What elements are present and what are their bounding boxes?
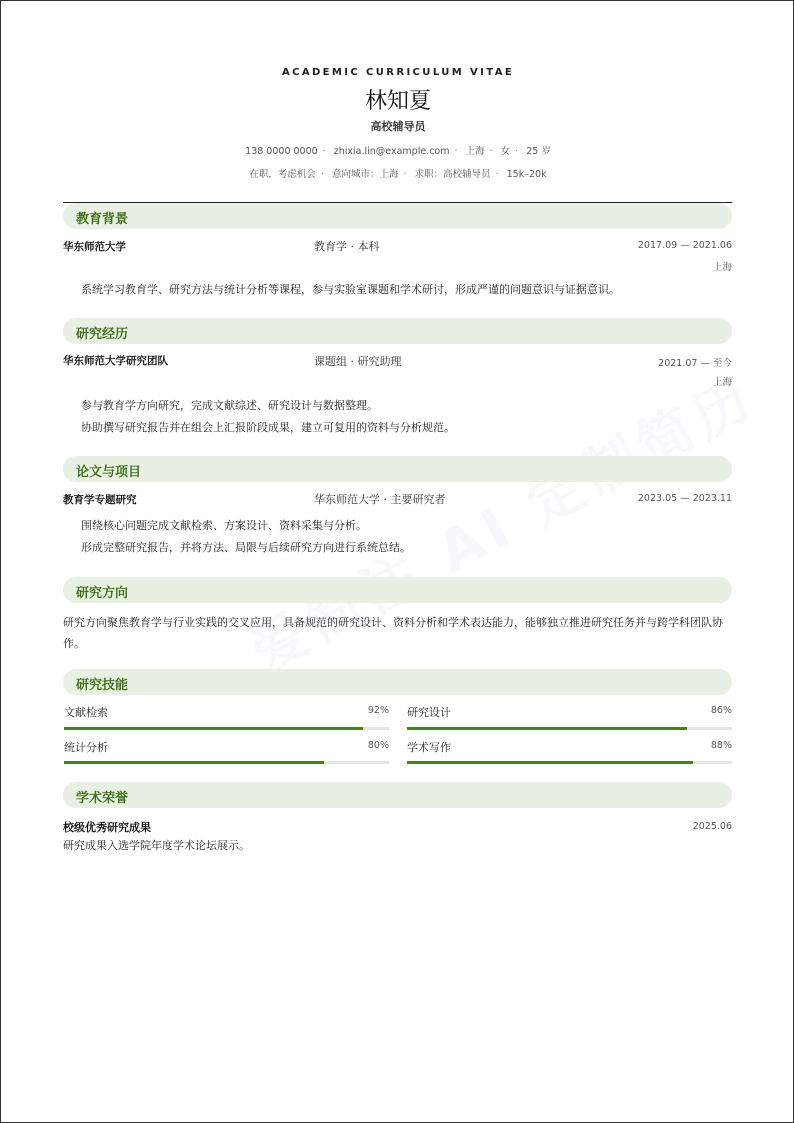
email: zhixia.lin@example.com (333, 146, 450, 157)
section-title: 教育背景 (76, 212, 129, 227)
honor-desc: 研究成果入选学院年度学术论坛展示。 (63, 839, 250, 852)
paper-desc-1: 围绕核心问题完成文献检索、方案设计、资料采集与分析。 (81, 519, 367, 532)
section-direction (63, 577, 732, 603)
job-status: 在职，考虑机会 (249, 169, 316, 180)
skill-percent: 92% (367, 705, 389, 716)
section-title: 研究技能 (76, 678, 129, 693)
research-org: 华东师范大学研究团队 (63, 355, 168, 367)
paper-role: 华东师范大学 · 主要研究者 (314, 493, 446, 506)
paper-title: 教育学专题研究 (63, 494, 137, 506)
section-title: 论文与项目 (76, 465, 142, 480)
skill-bar (407, 761, 732, 764)
skill-label: 统计分析 (64, 741, 108, 754)
skill-bar-fill (407, 727, 687, 730)
skill-bar-fill (407, 761, 693, 764)
education-school: 华东师范大学 (63, 241, 126, 253)
target-city: 意向城市：上海 (331, 169, 399, 180)
research-role: 课题组 · 研究助理 (314, 355, 402, 368)
research-city: 上海 (712, 377, 732, 388)
skill-label: 文献检索 (64, 706, 108, 719)
status-line: 在职，考虑机会 · 意向城市：上海 · 求职：高校辅导员 · 15k–20k (249, 169, 547, 180)
section-title: 研究方向 (76, 586, 129, 601)
city: 上海 (465, 146, 485, 157)
phone: 138 0000 0000 (245, 146, 318, 157)
skill-percent: 86% (710, 705, 732, 716)
section-title: 研究经历 (76, 327, 129, 342)
person-role: 高校辅导员 (370, 120, 426, 133)
honor-date: 2025.06 (692, 821, 732, 832)
gender: 女 (500, 146, 511, 157)
research-desc-2: 协助撰写研究报告并在组会上汇报阶段成果，建立可复用的资料与分析规范。 (81, 421, 455, 434)
direction-text: 研究方向聚焦教育学与行业实践的交叉应用，具备规范的研究设计、资料分析和学术表达能力，能够独立推进研究任务并与跨学科团队协作。 (63, 616, 723, 650)
skill-percent: 80% (367, 740, 389, 751)
skill-bar (64, 727, 389, 730)
section-education (63, 203, 732, 229)
skill-bar (64, 761, 389, 764)
section-skills (63, 669, 732, 695)
paper-date: 2023.05 — 2023.11 (637, 493, 732, 504)
target-job: 求职：高校辅导员 (414, 169, 491, 180)
education-date: 2017.09 — 2021.06 (637, 240, 732, 251)
section-title: 学术荣誉 (76, 791, 129, 806)
skill-percent: 88% (710, 740, 732, 751)
contact-line: 138 0000 0000 · zhixia.lin@example.com · 上海 · 女 · 25 岁 (245, 146, 551, 157)
skill-bar-fill (64, 727, 363, 730)
section-research (63, 318, 732, 344)
section-papers (63, 456, 732, 482)
skill-label: 研究设计 (407, 706, 451, 719)
paper-desc-2: 形成完整研究报告，并将方法、局限与后续研究方向进行系统总结。 (81, 541, 411, 554)
honor-name: 校级优秀研究成果 (63, 821, 151, 834)
person-name: 林知夏 (364, 89, 431, 114)
salary: 15k–20k (506, 169, 547, 180)
research-desc-1: 参与教育学方向研究，完成文献综述、研究设计与数据整理。 (81, 399, 378, 412)
skill-label: 学术写作 (407, 741, 451, 754)
cv-eyebrow: ACADEMIC CURRICULUM VITAE (281, 67, 515, 78)
education-city: 上海 (712, 262, 732, 273)
section-honors (63, 782, 732, 808)
research-date: 2021.07 — 至今 (658, 358, 732, 369)
education-desc: 系统学习教育学、研究方法与统计分析等课程，参与实验室课题和学术研讨，形成严谨的问题意识与证据意识。 (81, 283, 620, 296)
skill-bar-fill (64, 761, 324, 764)
skill-bar (407, 727, 732, 730)
age: 25 岁 (526, 146, 551, 157)
education-major: 教育学 · 本科 (314, 240, 380, 253)
